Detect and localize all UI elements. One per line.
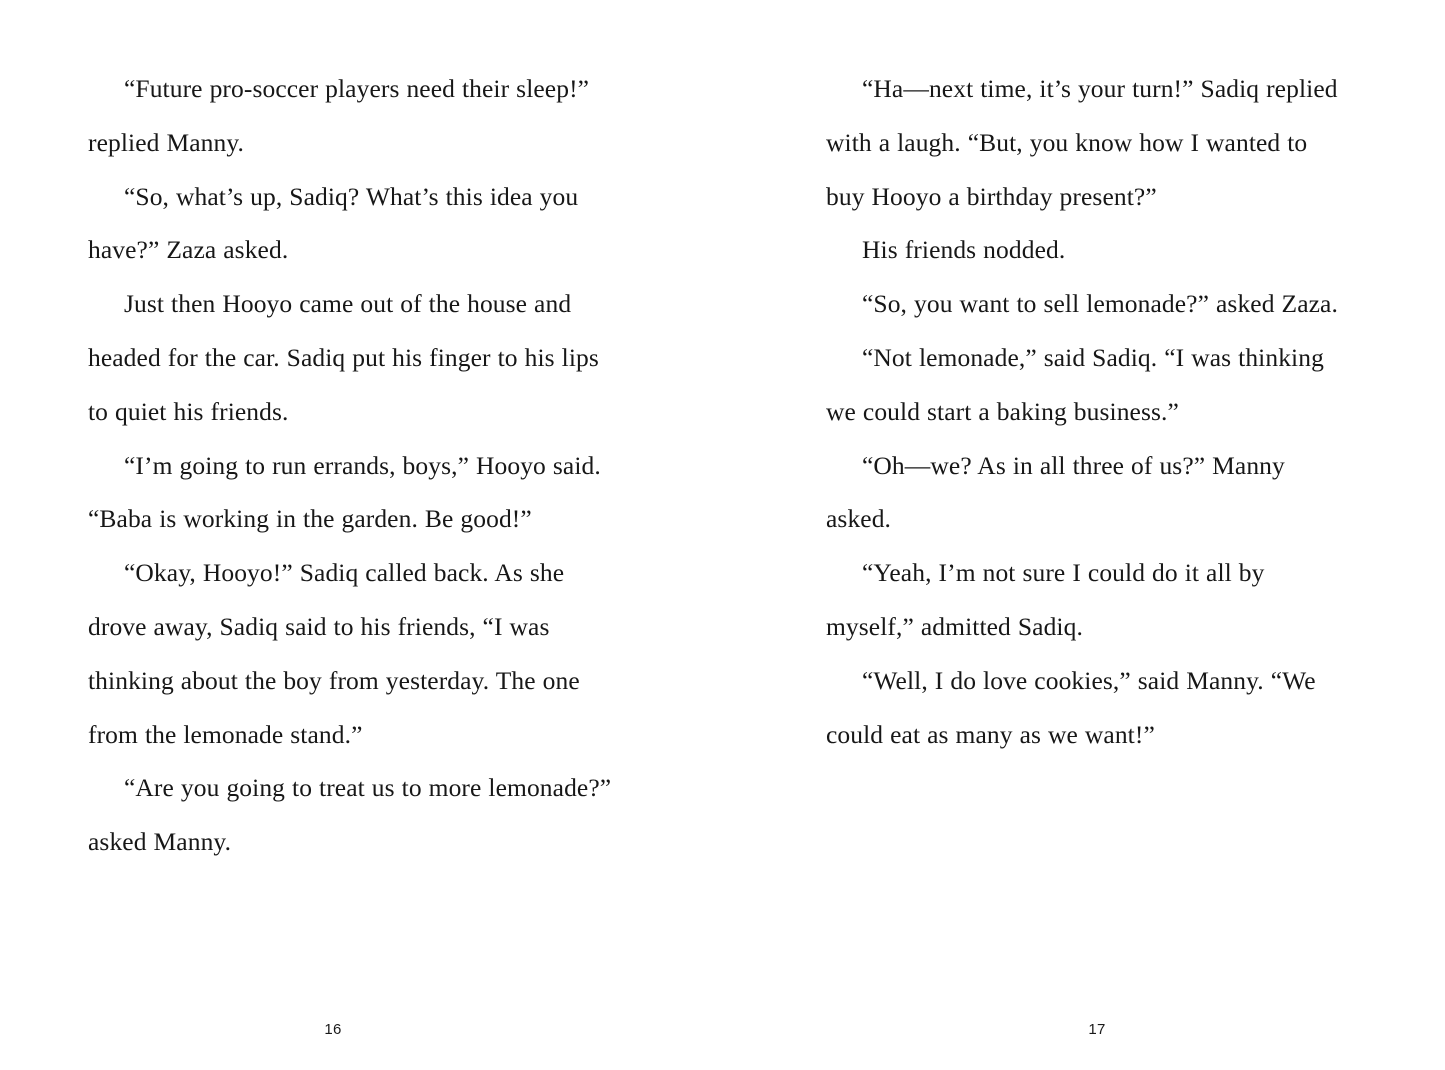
page-right [722, 0, 1444, 1070]
paragraph: “Are you going to treat us to more lemonade?” asked Manny. [88, 773, 612, 857]
paragraph: “Okay, Hooyo!” Sadiq called back. As she drove away, Sadiq said to his friends, “I was thinking about the boy from yesterday. The one from the lemonade stand.” [88, 558, 580, 749]
paragraph: His friends nodded. [862, 235, 1066, 265]
page-number-left: 16 [324, 1021, 342, 1038]
paragraph: “Oh—we? As in all three of us?” Manny asked. [826, 450, 1285, 534]
paragraph: “I’m going to run errands, boys,” Hooyo said. “Baba is working in the garden. Be good!” [88, 450, 601, 534]
page-left [0, 0, 722, 1070]
page-number-right: 17 [1088, 1021, 1106, 1038]
paragraph: “Future pro-soccer players need their sleep!” replied Manny. [88, 74, 590, 157]
paragraph: “Not lemonade,” said Sadiq. “I was thinking we could start a baking business.” [826, 342, 1324, 426]
paragraph: “Well, I do love cookies,” said Manny. “We could eat as many as we want!” [826, 665, 1316, 749]
paragraph: “Ha—next time, it’s your turn!” Sadiq replied with a laugh. “But, you know how I wanted to buy Hooyo a birthday present?” [826, 74, 1338, 211]
page-left-text [0, 0, 722, 869]
paragraph: “So, what’s up, Sadiq? What’s this idea you have?” Zaza asked. [88, 181, 579, 265]
page-right-text [722, 0, 1444, 761]
paragraph: “So, you want to sell lemonade?” asked Zaza. [862, 289, 1338, 319]
paragraph: Just then Hooyo came out of the house and headed for the car. Sadiq put his finger to his lips to quiet his friends. [88, 289, 599, 426]
paragraph: “Yeah, I’m not sure I could do it all by myself,” admitted Sadiq. [826, 558, 1265, 641]
